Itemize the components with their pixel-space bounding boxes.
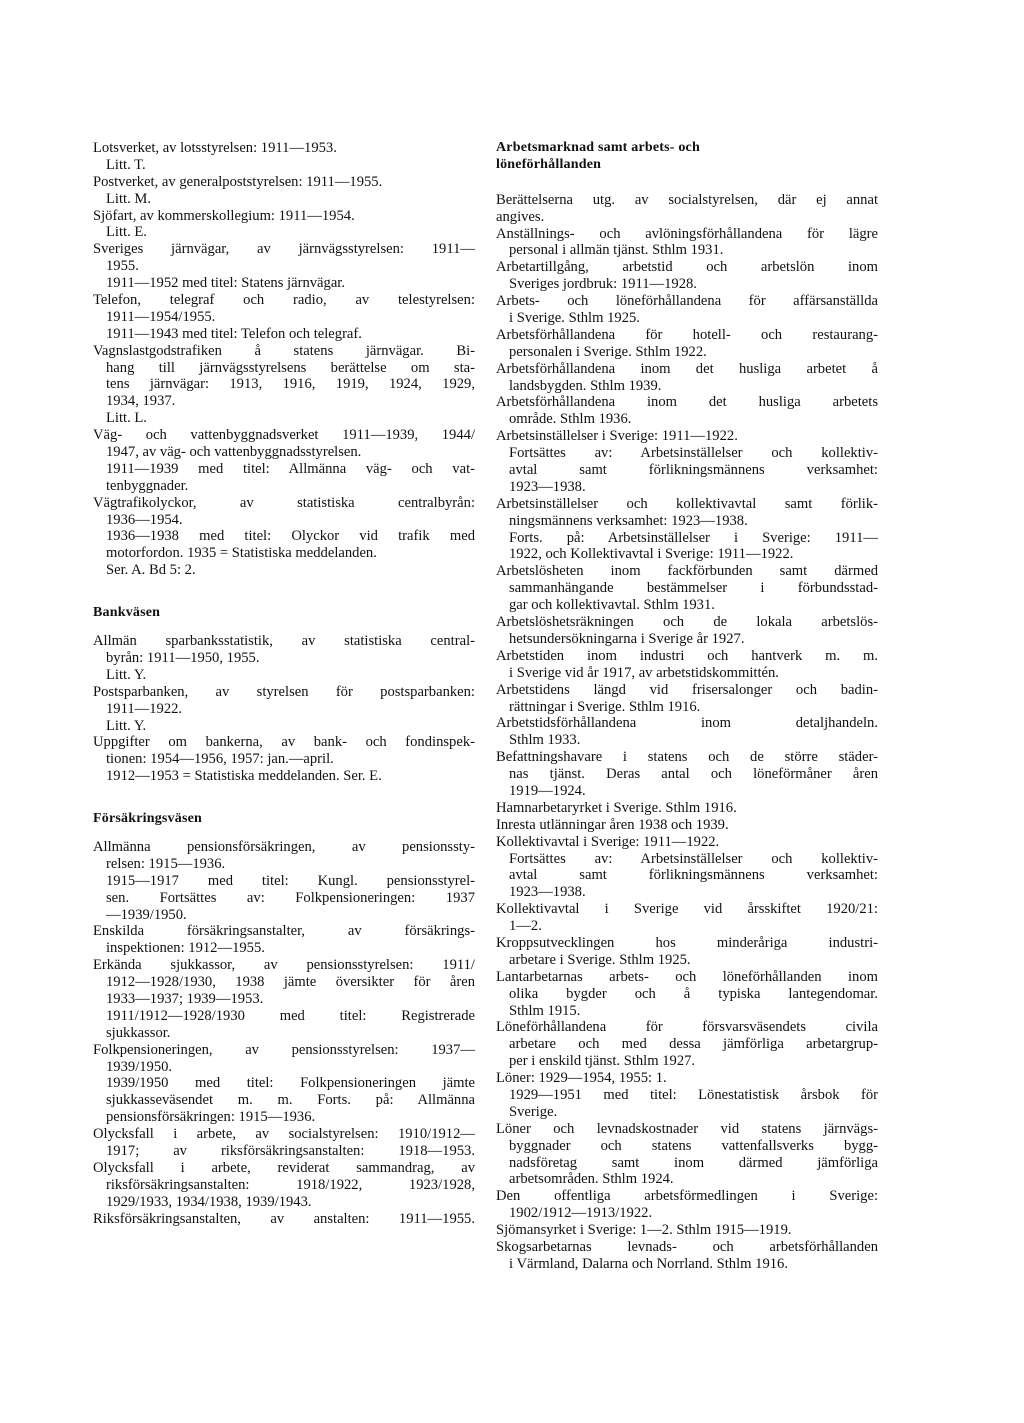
right-column	[496, 140, 878, 1273]
entry-line: motorfordon. 1935 = Statistiska meddelanden.	[106, 545, 377, 562]
entry-line: sjukkasseväsendet m. m. Forts. på: Allmänna	[106, 1092, 475, 1109]
list-item	[496, 259, 878, 293]
list-item	[496, 749, 878, 800]
entry-line: Sjömansyrket i Sverige: 1—2. Sthlm 1915—1919.	[496, 1222, 792, 1239]
entry-line: 1902/1912—1913/1922.	[509, 1205, 653, 1222]
entry-line: 1936—1938 med titel: Olyckor vid trafik med	[106, 528, 475, 545]
entry-line: Sveriges jordbruk: 1911—1928.	[509, 276, 697, 293]
entry-line: Litt. Y.	[106, 666, 147, 683]
entry-line: riksförsäkringsanstalten: 1918/1922, 1923/1928,	[106, 1176, 475, 1193]
list-item	[496, 715, 878, 749]
entry-line: 1912—1953 = Statistiska meddelanden. Ser. E.	[106, 768, 382, 785]
entry-line: Sjöfart, av kommerskollegium: 1911—1954.	[93, 207, 355, 224]
entry-line: personal i allmän tjänst. Sthlm 1931.	[509, 242, 724, 259]
list-item	[496, 834, 878, 902]
entry-line: Arbetstiden inom industri och hantverk m. m.	[496, 647, 878, 664]
entry-line: Arbetartillgång, arbetstid och arbetslön inom	[496, 259, 878, 276]
list-item	[496, 648, 878, 682]
list-item	[496, 496, 878, 564]
entry-line: 1933—1937; 1939—1953.	[106, 990, 264, 1007]
entry-line: Inresta utlänningar åren 1938 och 1939.	[496, 816, 729, 833]
entry-line: rättningar i Sverige. Sthlm 1916.	[509, 698, 701, 715]
entry-line: Väg- och vattenbyggnadsverket 1911—1939, 1944/	[93, 427, 475, 444]
entry-vagnslast	[93, 343, 475, 427]
list-item	[496, 327, 878, 361]
entry-line: byrån: 1911—1950, 1955.	[106, 649, 260, 666]
list-item	[496, 293, 878, 327]
entry-line: Arbetslöshetsräkningen och de lokala arbetslös-	[496, 614, 878, 631]
entry-line: 1955.	[106, 258, 139, 275]
section-heading-arbetsmarknad: Arbetsmarknad samt arbets- och	[496, 140, 700, 155]
entry-line: Litt. Y.	[106, 717, 147, 734]
entry-sparbank	[93, 633, 475, 684]
list-item	[496, 614, 878, 648]
entry-line: per i enskild tjänst. Sthlm 1927.	[509, 1053, 696, 1070]
entry-line: Sthlm 1933.	[509, 732, 581, 749]
section-heading-arbetsmarknad-cont: löneförhållanden	[496, 156, 602, 172]
entry-line: inspektionen: 1912—1955.	[106, 940, 265, 957]
entry-line: Arbetstidsförhållandena inom detaljhandeln.	[496, 715, 878, 732]
entry-line: Litt. M.	[106, 190, 151, 207]
entry-line: Hamnarbetaryrket i Sverige. Sthlm 1916.	[496, 799, 737, 816]
entry-line: arbetare och med dessa jämförliga arbetargrup-	[509, 1036, 878, 1053]
entry-line: Postsparbanken, av styrelsen för postsparbanken:	[93, 683, 475, 700]
entry-line: Kollektivavtal i Sverige: 1911—1922.	[496, 833, 720, 850]
entry-subline: Fortsättes av: Arbetsinställelser och kollektiv-	[509, 850, 878, 867]
list-item	[496, 361, 878, 395]
list-item	[496, 817, 878, 834]
list-item	[496, 935, 878, 969]
entry-line: Arbetsinställelser i Sverige: 1911—1922.	[496, 428, 738, 445]
entry-line: hang till järnvägsstyrelsens berättelse om sta-	[106, 359, 475, 376]
entry-line: 1936—1954.	[106, 511, 183, 528]
entry-line: personalen i Sverige. Sthlm 1922.	[509, 343, 707, 360]
entry-jarnvagar	[93, 241, 475, 292]
entry-line: Arbetsförhållandena inom det husliga arbetet å	[496, 360, 878, 377]
entry-line: tens järnvägar: 1913, 1916, 1919, 1924, 1929,	[106, 376, 475, 393]
entry-subline: 1922, och Kollektivavtal i Sverige: 1911—1922.	[509, 546, 794, 563]
entry-line: Skogsarbetarnas levnads- och arbetsförhållanden	[496, 1239, 878, 1255]
list-item	[496, 428, 878, 496]
entry-line: Arbetslösheten inom fackförbunden samt därmed	[496, 563, 878, 580]
entry-line: område. Sthlm 1936.	[509, 411, 632, 428]
section-heading-bankvasen: Bankväsen	[93, 605, 161, 621]
entry-subline: 1929—1951 med titel: Lönestatistisk årsbok för	[509, 1086, 878, 1103]
entry-lotsverket	[93, 140, 475, 174]
entry-line: sjukkassor.	[106, 1024, 171, 1041]
list-item	[496, 1188, 878, 1222]
entry-line: Befattningshavare i statens och de större städer-	[496, 749, 878, 766]
entry-subline: Fortsättes av: Arbetsinställelser och kollektiv-	[509, 445, 878, 462]
list-item	[496, 1239, 878, 1273]
list-item	[496, 800, 878, 817]
list-item	[496, 1121, 878, 1189]
entry-line: Litt. L.	[106, 410, 147, 427]
entry-telefon	[93, 292, 475, 343]
entry-line: Olycksfall i arbete, reviderat sammandrag, av	[93, 1159, 475, 1176]
entry-line: angives.	[496, 208, 545, 225]
entry-line: Telefon, telegraf och radio, av telestyrelsen:	[93, 292, 475, 309]
entry-bankerna	[93, 734, 475, 785]
list-item	[496, 394, 878, 428]
entry-line: Allmän sparbanksstatistik, av statistiska central-	[93, 633, 475, 650]
entry-line: 1911—1954/1955.	[106, 308, 216, 325]
entry-line: 1934, 1937.	[106, 393, 176, 410]
list-item	[496, 969, 878, 1020]
entry-line: pensionsförsäkringen: 1915—1936.	[106, 1109, 316, 1126]
entry-line: Enskilda försäkringsanstalter, av försäkrings-	[93, 923, 475, 940]
entry-subline: 1923—1938.	[509, 884, 586, 901]
entry-line: Vägtrafikolyckor, av statistiska centralbyrån:	[93, 494, 475, 511]
entry-line: olika bygder och å typiska lantegendomar.	[509, 985, 878, 1002]
entry-subline: avtal samt förlikningsmännens verksamhet:	[509, 462, 878, 479]
entry-line: Lotsverket, av lotsstyrelsen: 1911—1953.	[93, 140, 337, 156]
entry-riksforsakring	[93, 1211, 475, 1228]
entry-line: Lantarbetarnas arbets- och löneförhållanden inom	[496, 968, 878, 985]
entry-line: 1915—1917 med titel: Kungl. pensionsstyrel-	[106, 872, 475, 889]
list-item	[496, 563, 878, 614]
entry-line: sen. Fortsättes av: Folkpensioneringen: 1937	[106, 889, 475, 906]
entry-subline: Sverige.	[509, 1103, 558, 1120]
entry-line: i Sverige vid år 1917, av arbetstidskommittén.	[509, 664, 779, 681]
entry-line: arbetare i Sverige. Sthlm 1925.	[509, 951, 691, 968]
entry-line: Ser. A. Bd 5: 2.	[106, 562, 196, 579]
entry-line: Olycksfall i arbete, av socialstyrelsen: 1910/1912—	[93, 1126, 475, 1143]
entry-line: Arbetsförhållandena för hotell- och restaurang-	[496, 326, 878, 343]
entry-list	[496, 226, 878, 1273]
list-item	[496, 901, 878, 935]
entry-line: Riksförsäkringsanstalten, av anstalten: 1911—1955.	[93, 1210, 475, 1227]
entry-line: 1939/1950.	[106, 1058, 173, 1075]
entry-vag-vatten	[93, 427, 475, 495]
entry-line: 1939/1950 med titel: Folkpensioneringen jämte	[106, 1075, 475, 1092]
list-item	[496, 226, 878, 260]
entry-line: 1911—1922.	[106, 700, 183, 717]
entry-folkpension	[93, 1042, 475, 1126]
entry-enskilda	[93, 923, 475, 957]
entry-line: nadsföretag samt inom därmed jämförliga	[509, 1154, 878, 1171]
entry-line: tionen: 1954—1956, 1957: jan.—april.	[106, 751, 334, 768]
entry-line: Sthlm 1915.	[509, 1002, 581, 1019]
entry-line: Uppgifter om bankerna, av bank- och fondinspek-	[93, 734, 475, 751]
entry-postverket	[93, 174, 475, 208]
entry-pension	[93, 839, 475, 923]
entry-line: —1939/1950.	[106, 906, 187, 923]
entry-line: Arbetsförhållandena inom det husliga arbetets	[496, 394, 878, 411]
entry-line: Den offentliga arbetsförmedlingen i Sverige:	[496, 1188, 878, 1205]
entry-line: Anställnings- och avlöningsförhållandena för lägre	[496, 225, 878, 242]
intro-note	[496, 192, 878, 226]
entry-subline: 1923—1938.	[509, 478, 586, 495]
entry-line: nas tjänst. Deras antal och löneförmåner åren	[509, 766, 878, 783]
entry-olycksfall	[93, 1126, 475, 1160]
entry-line: Arbets- och löneförhållandena för affärsanställda	[496, 293, 878, 310]
entry-line: ningsmännens verksamhet: 1923—1938.	[509, 512, 748, 529]
entry-line: 1911—1943 med titel: Telefon och telegraf.	[106, 325, 362, 342]
entry-vagtrafik	[93, 495, 475, 579]
entry-line: Löneförhållandena för försvarsväsendets civila	[496, 1019, 878, 1036]
entry-line: i Värmland, Dalarna och Norrland. Sthlm 1916.	[509, 1255, 788, 1272]
entry-line: Kollektivavtal i Sverige vid årsskiftet 1920/21:	[496, 901, 878, 918]
entry-line: 1929/1933, 1934/1938, 1939/1943.	[106, 1193, 312, 1210]
entry-line: Folkpensioneringen, av pensionsstyrelsen: 1937—	[93, 1041, 475, 1058]
entry-line: Kroppsutvecklingen hos minderåriga industri-	[496, 934, 878, 951]
entry-line: 1911—1939 med titel: Allmänna väg- och vat-	[106, 460, 475, 477]
entry-line: 1911/1912—1928/1930 med titel: Registrerade	[106, 1007, 475, 1024]
entry-line: 1911—1952 med titel: Statens järnvägar.	[106, 275, 345, 292]
entry-postsparbanken	[93, 684, 475, 735]
entry-line: 1919—1924.	[509, 782, 586, 799]
entry-line: Berättelserna utg. av socialstyrelsen, där ej annat	[496, 191, 878, 208]
list-item	[496, 1222, 878, 1239]
entry-line: i Sverige. Sthlm 1925.	[509, 310, 640, 327]
entry-line: Sveriges järnvägar, av järnvägsstyrelsen: 1911—	[93, 241, 475, 258]
entry-line: Arbetstidens längd vid frisersalonger och badin-	[496, 681, 878, 698]
entry-olycksfall-reviderat	[93, 1160, 475, 1211]
left-column	[93, 140, 475, 1227]
list-item	[496, 1019, 878, 1070]
entry-line: Löner och levnadskostnader vid statens järnvägs-	[496, 1120, 878, 1137]
entry-line: Litt. T.	[106, 156, 146, 173]
entry-line: Allmänna pensionsförsäkringen, av pensionssty-	[93, 838, 475, 855]
list-item	[496, 682, 878, 716]
entry-line: 1947, av väg- och vattenbyggnadsstyrelsen.	[106, 444, 362, 461]
entry-line: hetsundersökningarna i Sverige år 1927.	[509, 630, 745, 647]
entry-line: byggnader och statens vattenfallsverks bygg-	[509, 1137, 878, 1154]
entry-sjukkassor	[93, 957, 475, 1041]
entry-subline: avtal samt förlikningsmännens verksamhet:	[509, 867, 878, 884]
entry-line: arbetsområden. Sthlm 1924.	[509, 1171, 674, 1188]
entry-sjofart	[93, 208, 475, 242]
entry-line: 1—2.	[509, 918, 542, 935]
entry-line: Löner: 1929—1954, 1955: 1.	[496, 1070, 667, 1087]
entry-line: Erkända sjukkassor, av pensionsstyrelsen: 1911/	[93, 957, 475, 974]
entry-subline: Forts. på: Arbetsinställelser i Sverige: 1911—	[509, 529, 878, 546]
entry-line: Vagnslastgodstrafiken å statens järnvägar. Bi-	[93, 342, 475, 359]
entry-line: Litt. E.	[106, 224, 147, 241]
entry-line: 1917; av riksförsäkringsanstalten: 1918—1953.	[106, 1142, 475, 1159]
section-heading-forsakringsvasen: Försäkringsväsen	[93, 811, 202, 827]
entry-line: 1912—1928/1930, 1938 jämte översikter för åren	[106, 974, 475, 991]
entry-line: gar och kollektivavtal. Sthlm 1931.	[509, 597, 715, 614]
entry-line: sammanhängande bestämmelser i förbundsstad-	[509, 580, 878, 597]
list-item	[496, 1070, 878, 1121]
entry-line: Arbetsinställelser och kollektivavtal samt förlik-	[496, 495, 878, 512]
entry-line: tenbyggnader.	[106, 477, 189, 494]
entry-line: landsbygden. Sthlm 1939.	[509, 377, 662, 394]
entry-line: Postverket, av generalpoststyrelsen: 1911—1955.	[93, 173, 383, 190]
entry-line: relsen: 1915—1936.	[106, 855, 226, 872]
